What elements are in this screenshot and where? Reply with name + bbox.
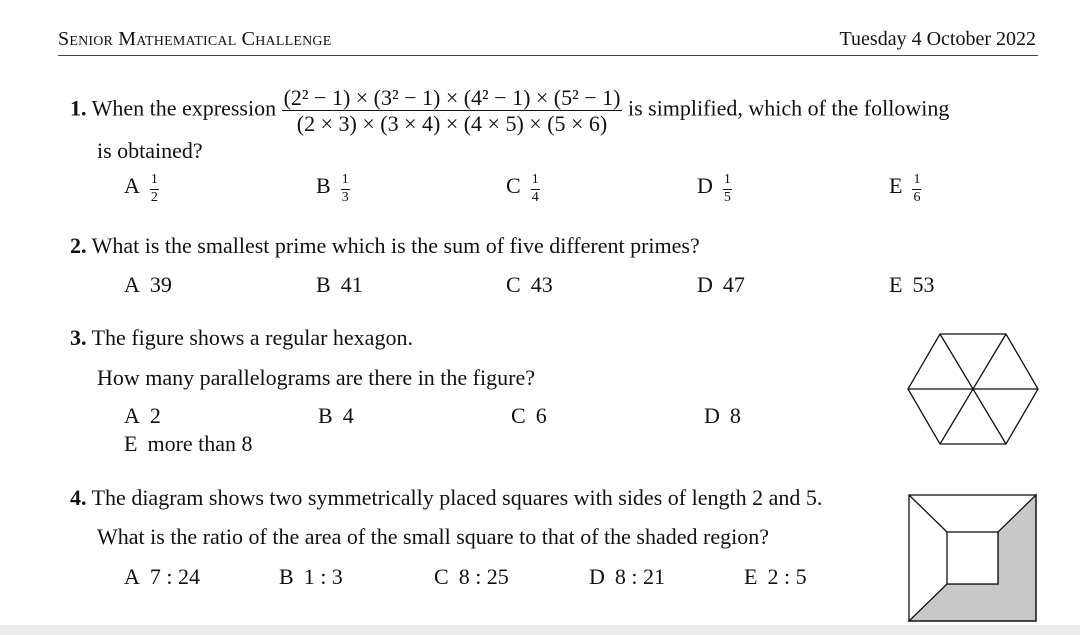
option-fraction: $\frac{1}{2}$: [150, 172, 158, 205]
question-1-number: 1.: [70, 95, 87, 121]
option-letter: A: [124, 173, 140, 199]
header-date: Tuesday 4 October 2022: [839, 28, 1036, 50]
q4-option-d: D 8 : 21: [589, 564, 666, 589]
q2-option-d: D 47: [697, 272, 745, 297]
inner-square: [947, 532, 998, 584]
q3-option-a: A 2: [124, 403, 161, 428]
q2-option-b: B 41: [316, 272, 363, 297]
q1-option-c: [506, 172, 540, 204]
question-1-line-1: [70, 86, 949, 135]
expression-numerator: (2² − 1) × (3² − 1) × (4² − 1) × (5² − 1): [283, 85, 621, 110]
option-letter: D: [697, 173, 713, 199]
q4-option-b: B 1 : 3: [279, 564, 343, 589]
question-4-number: 4.: [70, 485, 87, 510]
expression-denominator: (2 × 3) × (3 × 4) × (4 × 5) × (5 × 6): [296, 111, 608, 137]
corner-line: [909, 495, 947, 532]
q2-option-e: E 53: [889, 272, 935, 297]
question-1-line-2: is obtained?: [97, 138, 203, 163]
question-2-text: What is the smallest prime which is the sum of five different primes?: [91, 233, 700, 258]
q1-option-b: [316, 172, 350, 204]
q3-option-b: B 4: [318, 403, 354, 428]
question-3: [70, 325, 413, 351]
question-1-expression: [282, 86, 623, 135]
option-letter: E: [889, 173, 903, 199]
q1-option-e: [889, 172, 921, 204]
q2-option-a: A 39: [124, 272, 172, 297]
question-3-text-2: How many parallelograms are there in the figure?: [97, 365, 535, 390]
question-2-number: 2.: [70, 233, 87, 258]
page-bottom-edge: [0, 625, 1080, 635]
page-header: [58, 28, 1036, 54]
q2-option-c: C 43: [506, 272, 553, 297]
q1-option-a: [124, 172, 159, 204]
question-4: [70, 485, 822, 511]
option-fraction: $\frac{1}{4}$: [531, 172, 539, 205]
option-fraction: $\frac{1}{5}$: [723, 172, 731, 205]
q4-option-a: A 7 : 24: [124, 564, 201, 589]
q1-option-d: [697, 172, 732, 204]
header-title: Senior Mathematical Challenge: [58, 28, 332, 50]
q3-option-c: C 6: [511, 403, 547, 428]
question-4-text-2: What is the ratio of the area of the small square to that of the shaded region?: [97, 524, 769, 549]
question-3-text: The figure shows a regular hexagon.: [91, 325, 413, 350]
question-3-number: 3.: [70, 325, 87, 350]
question-1-text-after: is simplified, which of the following: [627, 95, 950, 121]
q3-option-e: E more than 8: [124, 431, 253, 456]
squares-figure: [907, 493, 1041, 623]
q4-option-e: E 2 : 5: [744, 564, 807, 589]
q3-option-d: D 8: [704, 403, 741, 428]
q4-option-c: C 8 : 25: [434, 564, 509, 589]
option-fraction: $\frac{1}{6}$: [913, 172, 921, 205]
option-letter: B: [316, 173, 331, 199]
header-rule: [58, 55, 1038, 56]
option-letter: C: [506, 173, 521, 199]
question-4-text: The diagram shows two symmetrically placed squares with sides of length 2 and 5.: [91, 485, 823, 510]
question-2: [70, 233, 700, 259]
hexagon-figure: [905, 332, 1041, 448]
question-1-text-before: When the expression: [91, 95, 277, 121]
option-fraction: $\frac{1}{3}$: [341, 172, 349, 205]
